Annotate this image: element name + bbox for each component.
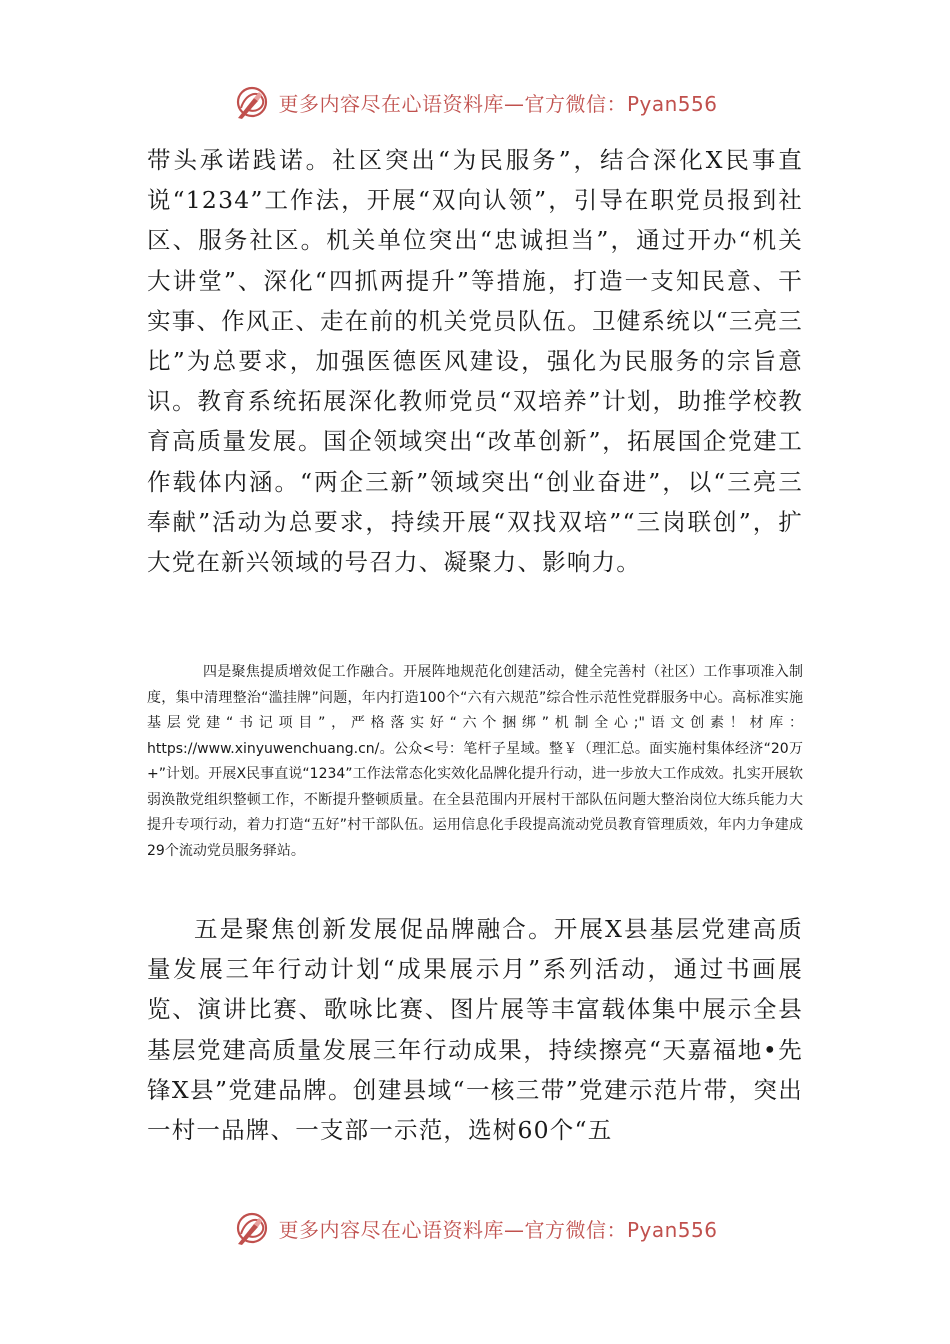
pen-swirl-logo-icon	[232, 82, 272, 122]
footer-text: 更多内容尽在心语资料库—官方微信：Pyan556	[278, 1217, 718, 1242]
header-text: 更多内容尽在心语资料库—官方微信：Pyan556	[278, 91, 718, 116]
footer-banner	[0, 1206, 950, 1250]
pen-swirl-logo-icon	[232, 1208, 272, 1248]
paragraph-continued: 带头承诺践诺。社区突出“为民服务”，结合深化X民事直说“1234”工作法，开展“双向认领”，引导在职党员报到社区、服务社区。机关单位突出“忠诚担当”，通过开办“机关大讲堂”、深化“四抓两提升”等措施，打造一支知民意、干实事、作风正、走在前的机关党员队伍。卫健系统以“三亮三比”为总要求，加强医德医风建设，强化为民服务的宗旨意识。教育系统拓展深化教师党员“双培养”计划，助推学校教育高质量发展。国企领域突出“改革创新”，拓展国企党建工作载体内涵。“两企三新”领域突出“创业奋进”，以“三亮三奉献”活动为总要求，持续开展“双找双培”“三岗联创”，扩大党在新兴领域的号召力、凝聚力、影响力。	[147, 146, 803, 577]
paragraph-five: 五是聚焦创新发展促品牌融合。开展X县基层党建高质量发展三年行动计划“成果展示月”系列活动，通过书画展览、演讲比赛、歌咏比赛、图片展等丰富载体集中展示全县基层党建高质量发展三年行动成果，持续擦亮“天嘉福地•先锋X县”党建品牌。创建县域“一核三带”党建示范片带，突出一村一品牌、一支部一示范，选树60个“五	[147, 915, 803, 1145]
header-banner	[0, 80, 950, 124]
paragraph-four: 四是聚焦提质增效促工作融合。开展阵地规范化创建活动，健全完善村（社区）工作事项准入制度，集中清理整治“滥挂牌”问题，年内打造100个“六有六规范”综合性示范性党群服务中心。高标准实施基层党建“书记项目”，严格落实好“六个捆绑”机制全心;"语文创素！材库：https://www.xinyuwenchuang.cn/。公众<号：笔杆子星域。整￥（理汇总。面实施村集体经济“20万+”计划。开展X民事直说“1234”工作法常态化实效化品牌化提升行动，进一步放大工作成效。扎实开展软弱涣散党组织整顿工作，不断提升整顿质量。在全县范围内开展村干部队伍问题大整治岗位大练兵能力大提升专项行动，着力打造“五好”村干部队伍。运用信息化手段提高流动党员教育管理质效，年内力争建成29个流动党员服务驿站。	[147, 664, 803, 859]
